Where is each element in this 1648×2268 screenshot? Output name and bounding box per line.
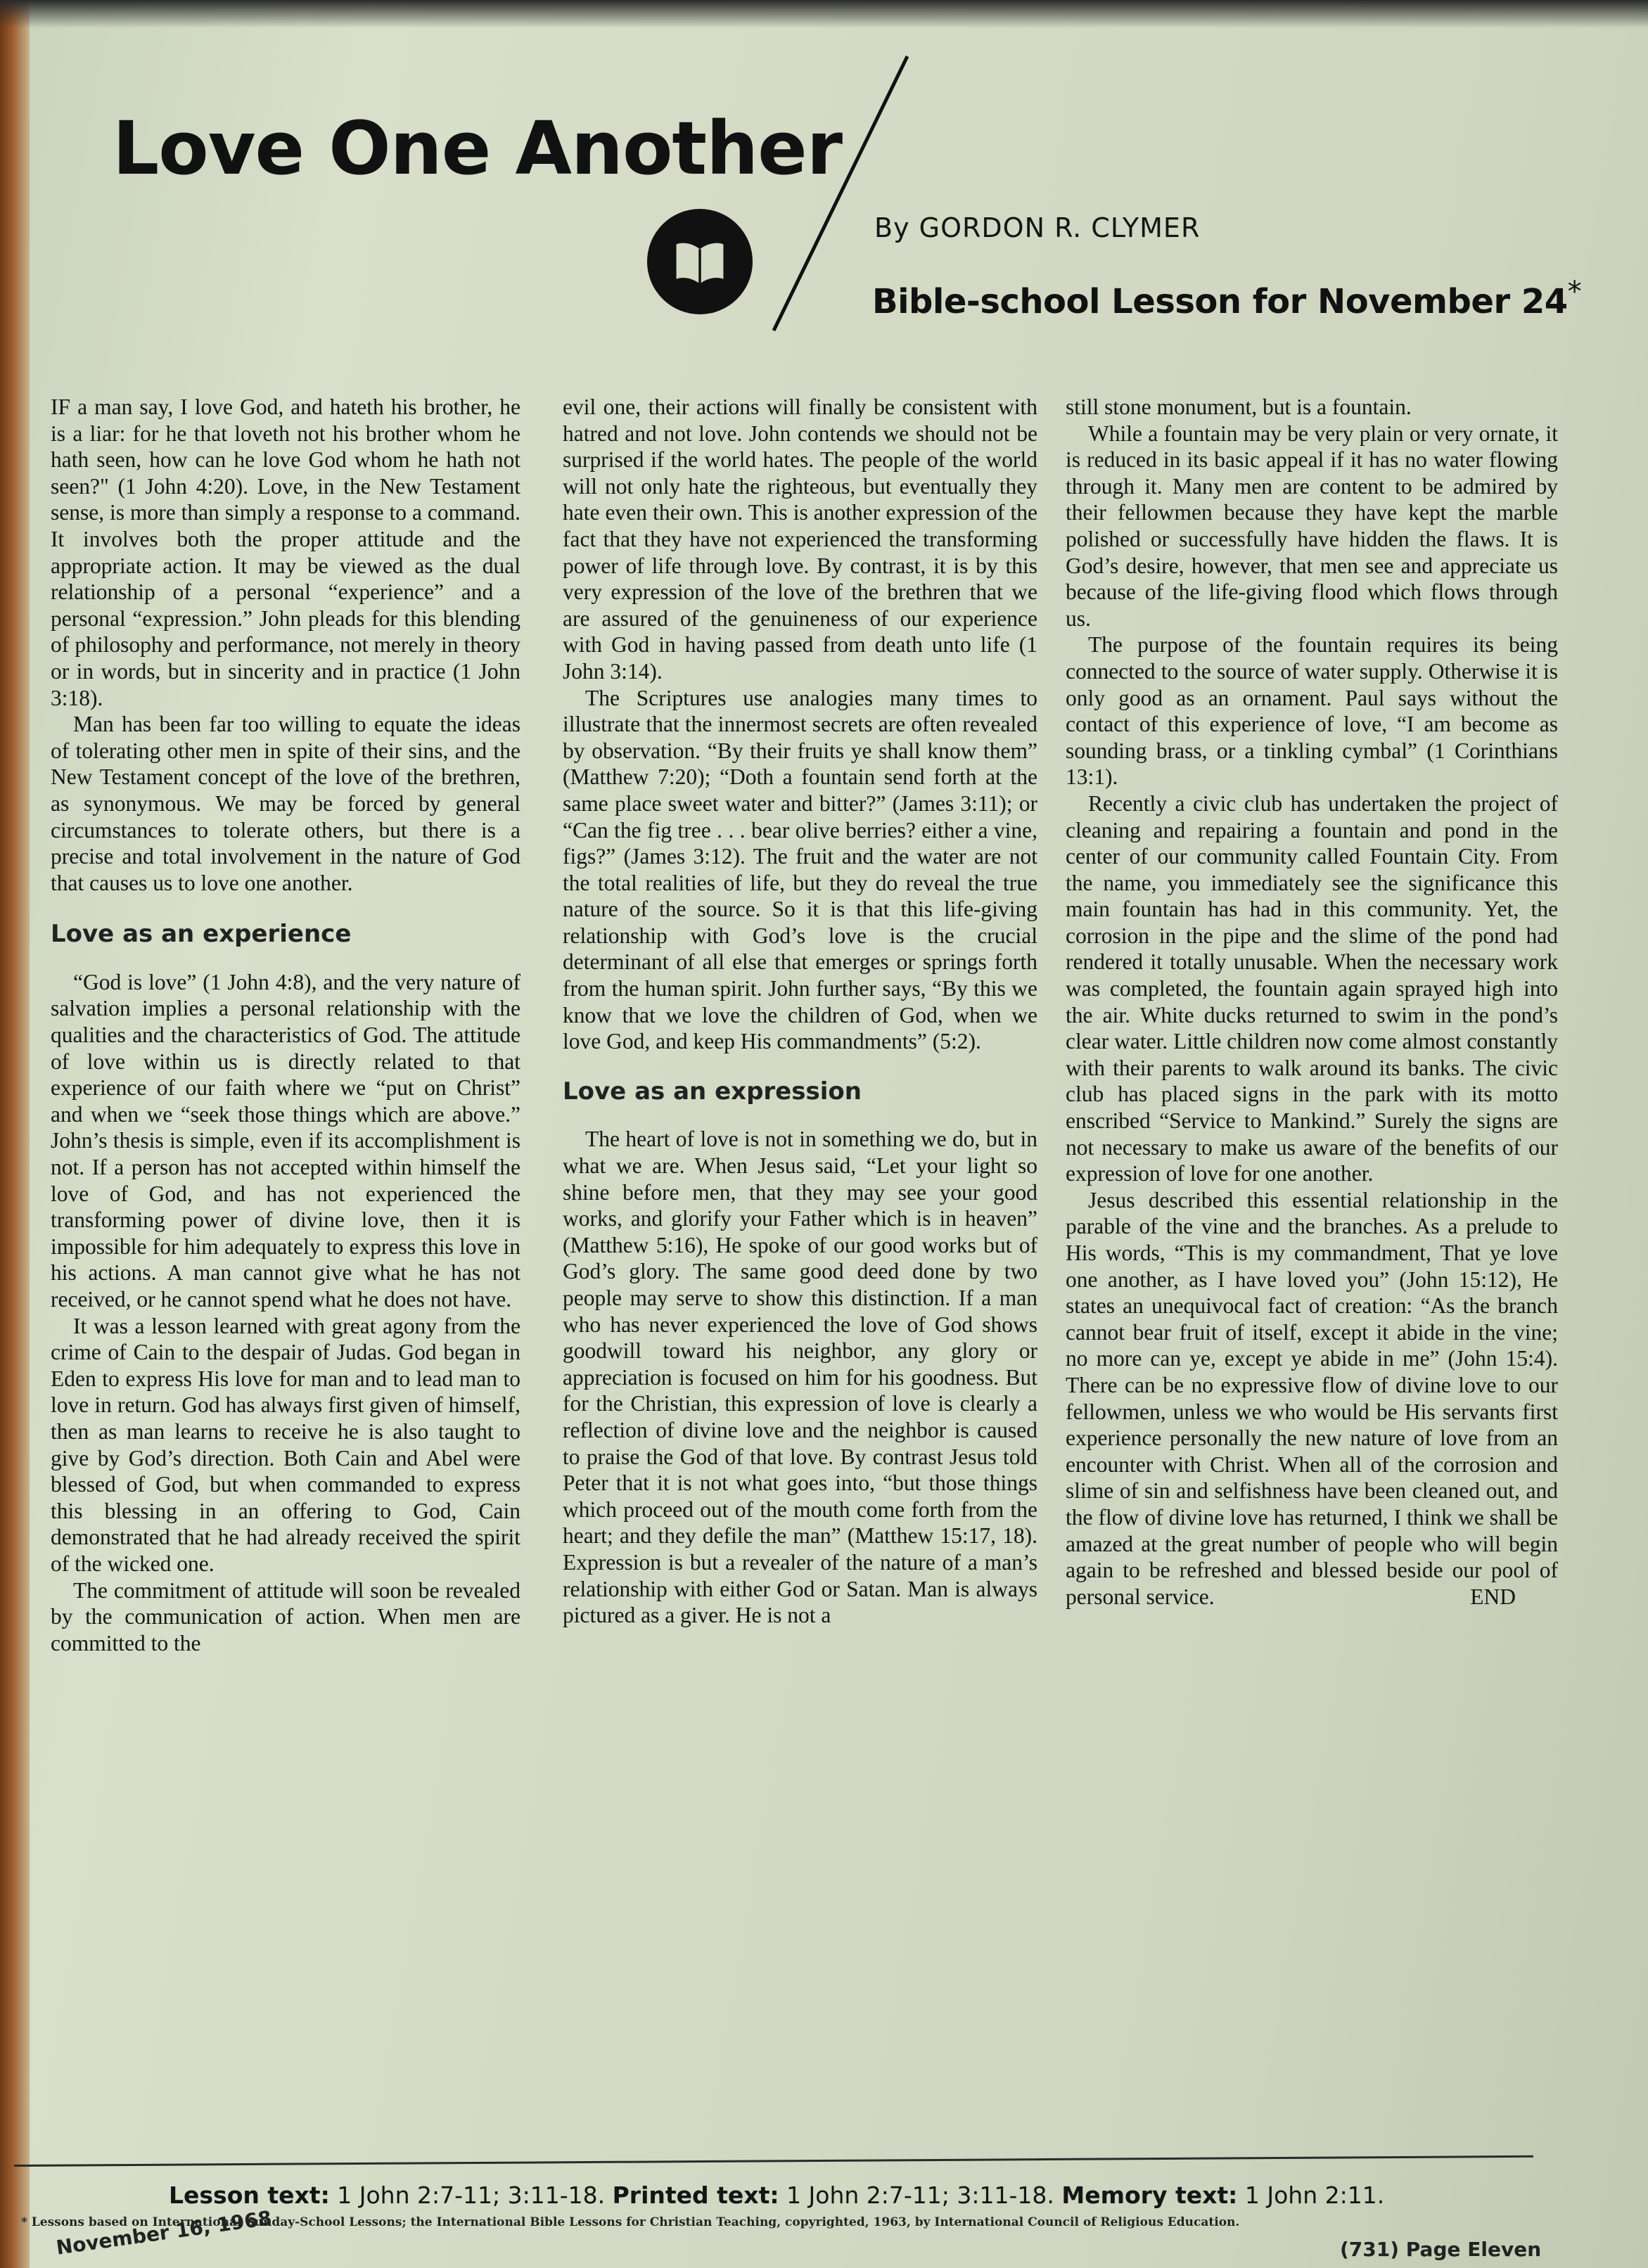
lesson-heading [872,276,1581,321]
lesson-heading-text: Bible-school Lesson for November 24 [872,282,1568,321]
memory-text-label: Memory text: [1061,2181,1238,2209]
paragraph: IF a man say, I love God, and hateth his brother, he is a liar: for he that loveth not his brother whom he hath seen, how can he love God whom he hath not seen?" (1 John 4:20). Love, in the New Testament sense, is more than simply a response to a command. It involves both the proper attitude and the appropriate action. It may be viewed as the dual relationship of a personal “experience” and a personal “expression.” John pleads for this blending of philosophy and performance, not merely in theory or in words, but in sincerity and in practice (1 John 3:18). [51,395,520,710]
memory-text-value: 1 John 2:11. [1244,2181,1385,2209]
paragraph: It was a lesson learned with great agony from the crime of Cain to the despair of Judas. God began in Eden to express His love for man and to lead man to love in return. God has always first given of himself, then as man learns to receive he is also taught to give by God’s direction. Both Cain and Abel were blessed of God, but when commanded to express this blessing in an offering to God, Cain demonstrated that he had already received the spirit of the wicked one. [51,1313,520,1576]
open-book-icon [647,209,753,314]
paragraph: While a fountain may be very plain or very ornate, it is reduced in its basic appeal if it has no water flowing through it. Many men are content to be admired by their fellowmen because they have kept the marble polished or successfully have hidden the flaws. It is God’s desire, however, that men see and appreciate us because of the life-giving flood which flows through us. [1066,421,1558,631]
issue-date: November 16, 1968 [54,2206,274,2260]
page-binding [0,0,30,2268]
author-byline: By GORDON R. CLYMER [874,212,1201,243]
text-column-3 [1066,394,1558,1610]
paragraph: The commitment of attitude will soon be revealed by the communication of action. When men are committed to the [51,1577,520,1655]
top-shadow [0,0,1648,28]
paragraph: “God is love” (1 John 4:8), and the very nature of salvation implies a personal relationship with the qualities and the characteristics of God. The attitude of love within us is directly related to that experience of our faith where we “put on Christ” and when we “seek those things which are above.” John’s thesis is simple, even if its accomplishment is not. If a person has not accepted within himself the love of God, and has not experienced the transforming power of divine love, then it is impossible for him adequately to express this love in his actions. A man cannot give what he has not received, or he cannot spend what he does not have. [51,969,520,1312]
lesson-text-line [169,2181,1384,2209]
copyright-footnote: * Lessons based on International Sunday-School Lessons; the International Bible Lessons for Christian Teaching, copyrighted, 1963, by International Council of Religious Education. [21,2215,1240,2229]
lesson-text-label: Lesson text: [169,2181,330,2209]
lesson-text-value: 1 John 2:7-11; 3:11-18. [337,2181,606,2209]
paragraph: The heart of love is not in something we do, but in what we are. When Jesus said, “Let your light so shine before men, that they may see your good works, and glorify your Father which is in heaven” (Matthew 5:16), He spoke of our good works but of God’s glory. The same good deed done by two people may serve to show this distinction. If a man who has never experienced the love of God shows goodwill toward his neighbor, any glory or appreciation is focused on him for his goodness. But for the Christian, this expression of love is clearly a reflection of divine love and the neighbor is caused to praise the God of that love. By contrast Jesus told Peter that it is not what goes into, “but those things which proceed out of the mouth come forth from the heart; and they defile the man” (Matthew 15:17, 18). Expression is but a revealer of the nature of a man’s relationship with either God or Satan. Man is always pictured as a giver. He is not a [563,1127,1037,1628]
section-heading: Love as an expression [563,1077,862,1106]
paragraph: evil one, their actions will finally be consistent with hatred and not love. John contends we should not be surprised if the world hates. The people of the world will not only hate the righteous, but eventually they hate even their own. This is another expression of the fact that they have not experienced the transforming power of life through love. By contrast, it is by this very expression of the love of the brethren that we are assured of the genuineness of our experience with God in having passed from death unto life (1 John 3:14). [563,395,1037,684]
paragraph: Man has been far too willing to equate the ideas of tolerating other men in spite of their sins, and the New Testament concept of the love of the brethren, as synonymous. We may be forced by general circumstances to tolerate others, but there is a precise and total involvement in the nature of God that causes us to love one another. [51,712,520,895]
text-column-1 [51,394,520,1656]
paragraph: still stone monument, but is a fountain. [1066,395,1412,419]
paragraph: Recently a civic club has undertaken the project of cleaning and repairing a fountain and pond in the center of our community called Fountain City. From the name, you immediately see the significance this main fountain has had in this community. Yet, the corrosion in the pipe and the slime of the pond had rendered it totally unusable. When the necessary work was completed, the fountain again sprayed high into the air. White ducks returned to swim in the pond’s clear water. Little children now come almost constantly with their parents to walk around its banks. The civic club has placed signs in the park with its motto enscribed “Service to Mankind.” Surely the signs are not necessary to make us aware of the benefits of our expression of love for one another. [1066,790,1558,1186]
footer-rule [14,2155,1533,2167]
printed-text-value: 1 John 2:7-11; 3:11-18. [786,2181,1054,2209]
section-heading: Love as an experience [51,920,352,949]
footnote-marker: * [1567,276,1582,308]
paragraph: The Scriptures use analogies many times to illustrate that the innermost secrets are often revealed by observation. “By their fruits ye shall know them” (Matthew 7:20); “Doth a fountain send forth at the same place sweet water and bitter?” (James 3:11); or “Can the fig tree . . . bear olive berries? either a vine, figs?” (James 3:12). The fruit and the water are not the total realities of life, but they do reveal the true nature of the source. So it is that this life-giving relationship with God’s love is the crucial determinant of all else that emerges or springs forth from the human spirit. John further says, “By this we know that we love the children of God, when we love God, and keep His commandments” (5:2). [563,685,1037,1054]
text-column-2 [563,394,1037,1629]
paragraph: The purpose of the fountain requires its being connected to the source of water supply. Otherwise it is only good as an ornament. Paul says without the contact of this experience of love, “I am become as sounding brass, or a tinkling cymbal” (1 Corinthians 13:1). [1066,632,1558,790]
end-marker: END [1470,1584,1516,1609]
paragraph-text: Jesus described this essential relationship in the parable of the vine and the branches. As a prelude to His words, “This is my commandment, That ye love one another, as I have loved you” (John 15:12), He states an unequivocal fact of creation: “As the branch cannot bear fruit of itself, except it abide in the vine; no more can ye, except ye abide in me” (John 15:4). There can be no expressive flow of divine love to our fellowmen, unless we who would be His servants first experience personally the new nature of love from an encounter with Christ. When all of the corrosion and slime of sin and selfishness have been cleaned out, and the flow of divine love has returned, I think we shall be amazed at the great number of people who will begin again to be refreshed and blessed beside our pool of personal service. [1066,1187,1558,1609]
printed-text-label: Printed text: [612,2181,779,2209]
paragraph [1066,1187,1558,1610]
article-title: Love One Another [113,105,842,191]
page-number: (731) Page Eleven [1340,2238,1542,2261]
